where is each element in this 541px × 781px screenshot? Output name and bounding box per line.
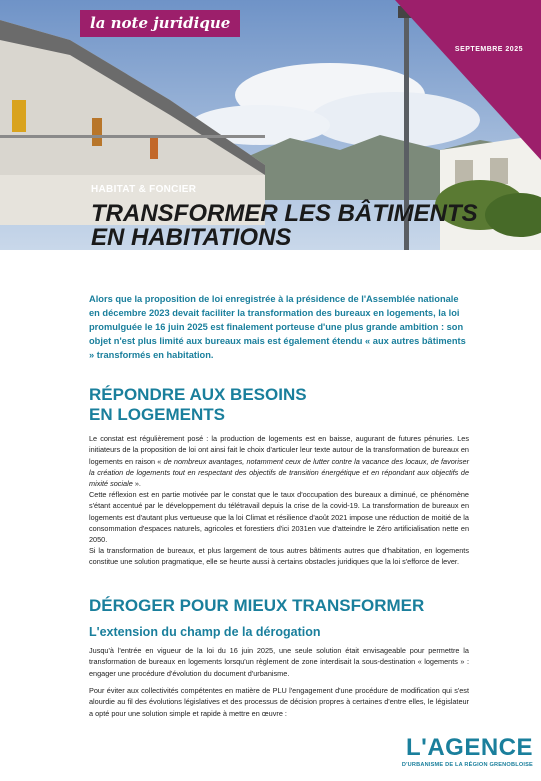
agency-logo	[402, 736, 533, 768]
quoted-text: de nombreux avantages, notamment ceux de lutter contre la vacance des locaux, de favoriser la création de logements tout en respectant des objectifs de transition énergétique et en répondant aux objectifs de mixité sociale	[89, 456, 469, 489]
title-line-2: EN HABITATIONS	[91, 224, 292, 250]
section-heading-besoins	[89, 385, 307, 425]
section-heading-line-2: EN LOGEMENTS	[89, 405, 226, 424]
intro-paragraph: Alors que la proposition de loi enregistrée à la présidence de l'Assemblée nationale en décembre 2023 devait faciliter la transformation des bureaux en logements, la loi promulguée le 16 juin 2025 est finalement porteuse d'une plus grande ambition : son objet n'est plus limité aux bureaux mais est également étendu « aux autres bâtiments » transformés en habitation.	[89, 294, 466, 360]
note-type-badge: la note juridique	[80, 10, 240, 37]
body-paragraph: Cette réflexion est en partie motivée par le constat que le taux d'occupation des bureaux a diminué, ce phénomène s'étant accentué par le développement du télétravail depuis la crise de la covid-19. La transformation de bureaux en logements est d'autant plus vertueuse que la loi Climat et résilience d'août 2021 impose une réduction de moitié de la consommation d'espaces naturels, agricoles et forestiers d'ici 2031en vue d'atteindre le Zéro artificialisation nette en 2050.	[89, 490, 469, 545]
category-label: HABITAT & FONCIER	[91, 184, 197, 195]
section-heading-line-1: RÉPONDRE AUX BESOINS	[89, 385, 307, 404]
title-line-1: TRANSFORMER LES BÂTIMENTS	[91, 200, 478, 227]
body-paragraph	[89, 433, 469, 489]
hero-photo	[0, 0, 541, 250]
agency-logo-tagline: D'URBANISME DE LA RÉGION GRENOBLOISE	[401, 762, 533, 768]
paragraph-text: Le constat est régulièrement posé : la production de logements est en baisse, augurant de futures pénuries. Les initiateurs de la proposition de loi ont ainsi fait le choix d'articuler leur texte autour de la transformation de bureaux en logements en raison «	[89, 434, 469, 466]
section-heading-deroger: DÉROGER POUR MIEUX TRANSFORMER	[89, 596, 425, 615]
body-paragraph: Jusqu'à l'entrée en vigueur de la loi du 16 juin 2025, une seule solution était envisageable pour permettre la transformation de bureaux en logements lorsqu'un règlement de zone interdisait la sous-destination « logements » : engager une procédure d'évolution du document d'urbanisme.	[89, 646, 469, 678]
agency-logo-name: L'AGENCE	[405, 734, 533, 761]
subsection-heading: L'extension du champ de la dérogation	[89, 625, 321, 639]
body-paragraph: Pour éviter aux collectivités compétentes en matière de PLU l'engagement d'une procédure de modification qui s'est alourdie au fil des évolutions législatives et des processus de décision propres à certaines d'entre elles, le législateur a opté pour une solution simple et rapide à mettre en œuvre :	[89, 686, 469, 718]
body-paragraph: Si la transformation de bureaux, et plus largement de tous autres bâtiments autres que d'habitation, en logements constitue une solution pragmatique, elle se heurte aussi à certains obstacles juridiques que la loi s'efforce de lever.	[89, 546, 469, 567]
publication-date: SEPTEMBRE 2025	[454, 46, 523, 53]
paragraph-text: ».	[132, 479, 141, 489]
page-title	[91, 202, 478, 250]
